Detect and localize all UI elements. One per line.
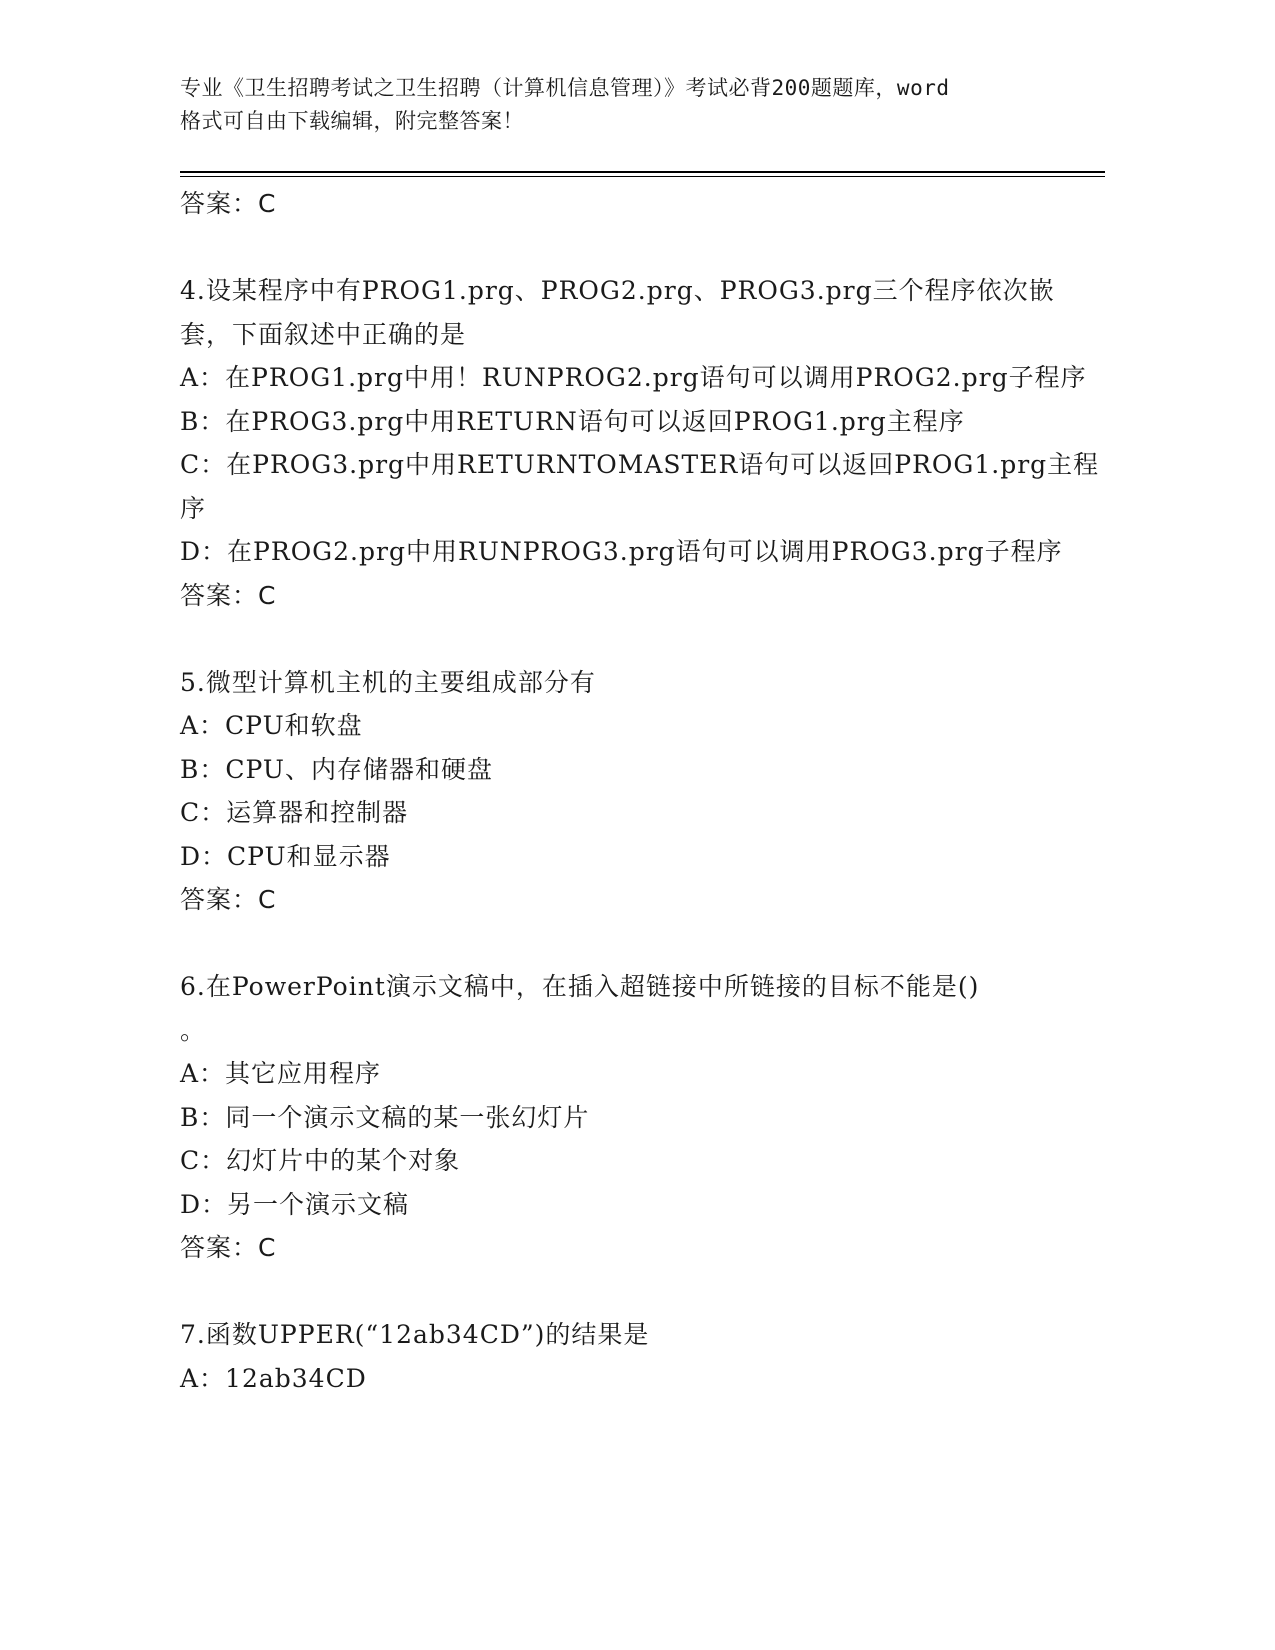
option-d: D：在PROG2.prg中用RUNPROG3.prg语句可以调用PROG3.prg子程序 (180, 537, 1063, 566)
answer-line: 答案：C (180, 885, 277, 914)
question-text: 6.在PowerPoint演示文稿中，在插入超链接中所链接的目标不能是() (180, 972, 980, 1001)
header-divider (180, 171, 1105, 173)
option-c: C：幻灯片中的某个对象 (180, 1146, 461, 1175)
document-header (180, 72, 1060, 138)
block-gap (180, 1270, 1060, 1313)
block-gap (180, 922, 1060, 965)
option-a: A：在PROG1.prg中用！RUNPROG2.prg语句可以调用PROG2.prg子程序 (180, 363, 1087, 392)
option-c-continued: 序 (180, 493, 207, 523)
question-text: 7.函数UPPER(“12ab34CD”)的结果是 (180, 1320, 650, 1349)
question-list (180, 182, 1100, 1400)
option-a: A：12ab34CD (180, 1363, 367, 1393)
block-gap (180, 226, 1060, 269)
option-c: C：在PROG3.prg中用RETURNTOMASTER语句可以返回PROG1.prg主程 (180, 450, 1100, 479)
question-text: 。 (180, 1015, 207, 1045)
answer-line: 答案：C (180, 189, 277, 218)
question-text: 套，下面叙述中正确的是 (180, 319, 467, 349)
question-6 (180, 965, 1060, 1270)
option-d: D：CPU和显示器 (180, 841, 391, 871)
option-a: A：CPU和软盘 (180, 711, 363, 740)
answer-line: 答案：C (180, 1233, 277, 1262)
option-d: D：另一个演示文稿 (180, 1189, 410, 1219)
question-text: 5.微型计算机主机的主要组成部分有 (180, 667, 596, 697)
header-title-line-1: 专业《卫生招聘考试之卫生招聘（计算机信息管理）》考试必背200题题库，word (180, 76, 950, 100)
option-b: B：在PROG3.prg中用RETURN语句可以返回PROG1.prg主程序 (180, 406, 965, 436)
option-c: C：运算器和控制器 (180, 798, 409, 827)
answer-line: 答案：C (180, 580, 277, 610)
block-gap (180, 618, 1060, 661)
header-divider-thin (180, 176, 1105, 177)
option-a: A：其它应用程序 (180, 1059, 382, 1088)
question-5 (180, 661, 1060, 923)
question-text: 4.设某程序中有PROG1.prg、PROG2.prg、PROG3.prg三个程序依次嵌 (180, 276, 1055, 305)
option-b: B：CPU、内存储器和硬盘 (180, 754, 493, 784)
header-title-line-2: 格式可自由下载编辑，附完整答案！ (180, 109, 524, 133)
question-4 (180, 269, 1100, 618)
option-b: B：同一个演示文稿的某一张幻灯片 (180, 1102, 590, 1132)
question-7 (180, 1313, 1060, 1400)
